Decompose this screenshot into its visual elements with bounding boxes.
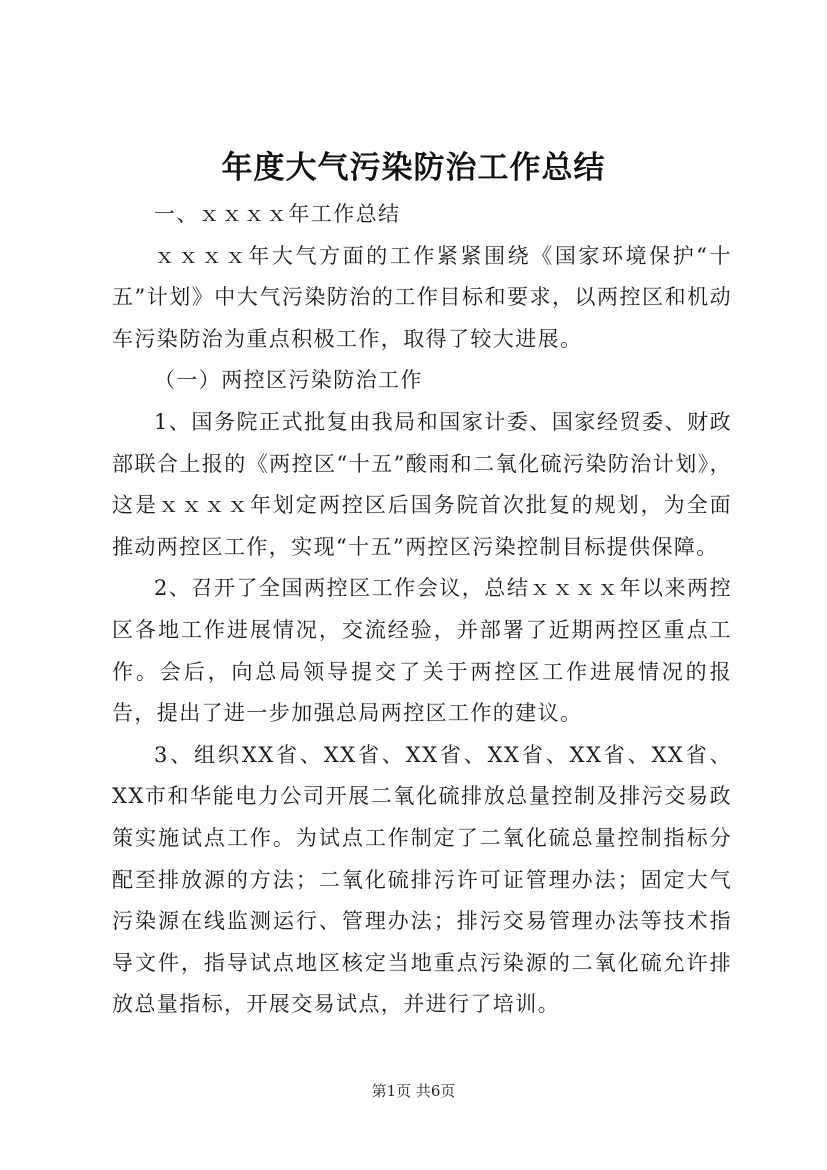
body-paragraph: 2、召开了全国两控区工作会议，总结ｘｘｘｘ年以来两控区各地工作进展情况，交流经验，并部署了近期两控区重点工作。会后，向总局领导提交了关于两控区工作进展情况的报告，提出了进一步加强总局两控区工作的建议。 <box>112 576 732 726</box>
body-paragraph: 3、组织XX省、XX省、XX省、XX省、XX省、XX省、XX市和华能电力公司开展二氧化硫排放总量控制及排污交易政策实施试点工作。为试点工作制定了二氧化硫总量控制指标分配至排放源的方法；二氧化硫排污许可证管理办法；固定大气污染源在线监测运行、管理办法；排污交易管理办法等技术指导文件，指导试点地区核定当地重点污染源的二氧化硫允许排放总量指标，开展交易试点，并进行了培训。 <box>112 742 732 1017</box>
section-heading: 一、ｘｘｘｘ年工作总结 <box>154 202 401 226</box>
body-paragraph: 1、国务院正式批复由我局和国家计委、国家经贸委、财政部联合上报的《两控区“十五”酸雨和二氧化硫污染防治计划》，这是ｘｘｘｘ年划定两控区后国务院首次批复的规划，为全面推动两控区工作，实现“十五”两控区污染控制目标提供保障。 <box>112 409 732 559</box>
document-body <box>112 194 732 1026</box>
subsection-heading: （一）两控区污染防治工作 <box>154 368 423 393</box>
page-number-footer: 第1页 共6页 <box>371 1082 456 1100</box>
body-paragraph: ｘｘｘｘ年大气方面的工作紧紧围绕《国家环境保护“十五”计划》中大气污染防治的工作目标和要求，以两控区和机动车污染防治为重点积极工作，取得了较大进展。 <box>112 243 732 351</box>
document-title: 年度大气污染防治工作总结 <box>221 150 606 186</box>
